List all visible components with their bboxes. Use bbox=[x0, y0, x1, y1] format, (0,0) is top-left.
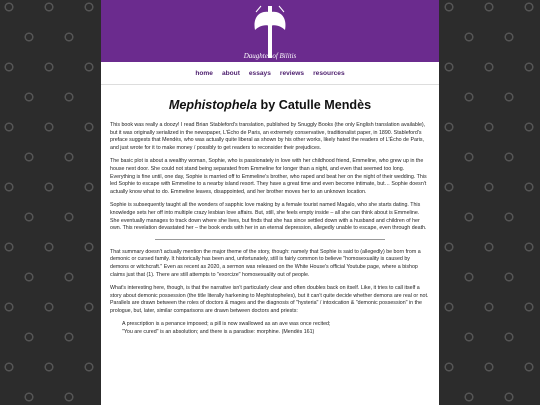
quote-line: "You are cured" is an absolution; and there is a paradise: morphine. (Mendès 161) bbox=[122, 329, 315, 336]
nav-essays-link[interactable]: essays bbox=[248, 69, 271, 77]
article-title-rest: by Catulle Mendès bbox=[257, 98, 372, 112]
quote-line: A prescription is a penance imposed; a pill is now swallowed as an ave was once recited; bbox=[122, 321, 331, 328]
article-paragraph: What's interesting here, though, is that the narrative isn't particularly clear and often doubles back on itself. Like, it tries to call itself a story about demonic possession (the title literally harkening to Mephistopheles), but it can't quite decide whether demons are real or not. Parallels are drawn between the roles of doctors & mages and the diagnosis of "hysteria" / intoxication & "demonic possession" in the prologue, but, later, similar comparisons are drawn between doctors and priests: bbox=[110, 285, 429, 314]
article bbox=[110, 92, 430, 405]
main-nav bbox=[101, 62, 439, 85]
section-divider bbox=[155, 239, 385, 240]
article-title-italic: Mephistophela bbox=[168, 98, 258, 112]
nav-home-link[interactable]: home bbox=[195, 69, 213, 77]
article-paragraph: That summary doesn't actually mention the major theme of the story, though: namely that Sophie is said to (allegedly) be born from a demonic or cursed family. It historically has been and, unfortunately, still is fairly common to believe "homosexuality is caused by demons or witchcraft." Even as recent as 2020, a sermon was released on the White House's official Youtube page, where a bishop claims just that (1). There are still attempts to "exorcize" homosexuality out of people. bbox=[110, 248, 421, 278]
article-paragraph: The basic plot is about a wealthy woman, Sophie, who is passionately in love with her childhood friend, Emmeline, who grew up in the house next door. She could not stand being separated from Emmeline for longer than a night, and even that seemed too long. Everything is fine until, one day, Sophie is married off to Emmeline's brother, who raped and beat her on the night of their wedding. This led Sophie to escape with Emmeline to a nearby island resort. They have a great time and even become intimate, but… Sophie doesn't actually know what to do. Emmeline leaves, disappointed, and her brother moves her to an unknown location. bbox=[110, 158, 427, 195]
nav-reviews-link[interactable]: reviews bbox=[279, 69, 305, 77]
block-quote bbox=[122, 321, 430, 336]
logo-text: Daughter of Bilitis bbox=[243, 52, 297, 60]
article-paragraph: This book was really a doozy! I read Brian Stableford's translation, published by Snuggly Books (the only English translation available), but it was originally serialized in the newspaper, L'Écho de Paris, an extremely conservative, traditionalist paper, in 1890. Stableford's preface suggests that Mendès, who was actually quite liberal as shown by his other works, likely hated the readers of L'Écho de Paris, and just wrote for it to make money / possibly to get readers to reconsider their prejudices. bbox=[110, 122, 426, 151]
page-container bbox=[101, 0, 439, 405]
nav-resources-link[interactable]: resources bbox=[313, 69, 345, 77]
site-banner bbox=[101, 0, 439, 62]
article-paragraph: Sophie is subsequently taught all the wonders of sapphic love making by a female tourist named Magalo, who she starts dating. This knowledge sets her off into multiple crazy lesbian love affairs. But, still, she feels empty inside – all she can think about is Emmeline. She eventually manages to track down where she lives, but finds that she has since settled down with a husband and children of her own. This revelation devastated her – the book ends with her in an eternal depression, allegedly unable to escape, even through death. bbox=[110, 202, 427, 232]
article-title bbox=[110, 98, 430, 113]
nav-about-link[interactable]: about bbox=[221, 69, 240, 77]
labrys-logo-icon[interactable] bbox=[225, 0, 315, 62]
